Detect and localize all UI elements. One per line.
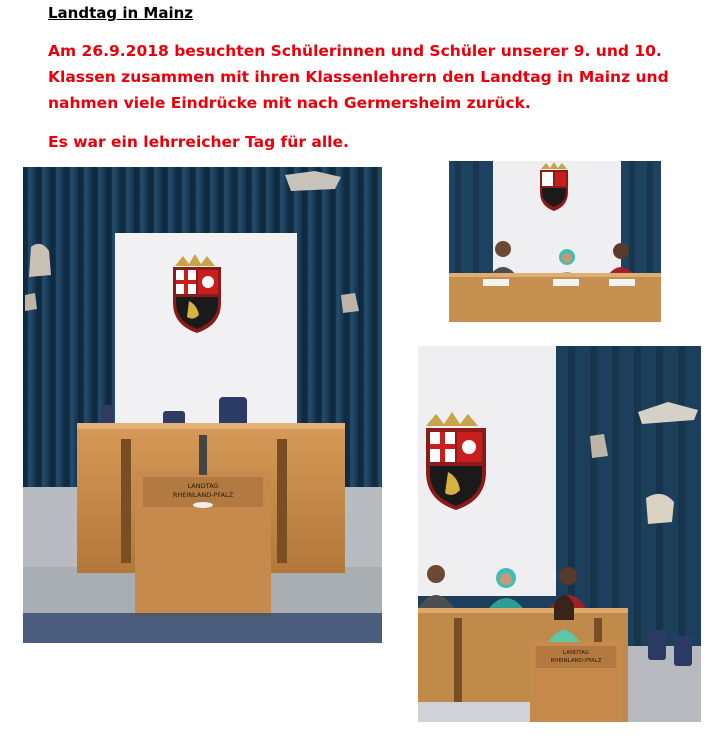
microphone xyxy=(199,435,207,475)
chair xyxy=(674,636,692,666)
name-card xyxy=(553,279,579,286)
name-card xyxy=(609,279,635,286)
coat-of-arms xyxy=(173,254,221,333)
photo-students-lectern xyxy=(418,346,701,722)
photo-students-panel xyxy=(449,161,661,322)
lectern-sign-line-2: RHEINLAND-PFALZ xyxy=(172,491,234,499)
wall-sculpture xyxy=(25,293,37,311)
closing-paragraph: Es war ein lehrreicher Tag für alle. xyxy=(48,133,349,151)
wall-sculpture xyxy=(646,494,674,524)
chair xyxy=(219,397,247,427)
photo-plenary-hall xyxy=(23,167,382,643)
name-card xyxy=(483,279,509,286)
lectern-sign-line-1: LANDTAG xyxy=(187,482,219,490)
lectern-sign-line-1: LANDTAG xyxy=(562,650,590,656)
page-heading: Landtag in Mainz xyxy=(48,4,193,22)
lectern-sign-line-2: RHEINLAND-PFALZ xyxy=(550,658,602,664)
intro-paragraph: Am 26.9.2018 besuchten Schülerinnen und Schüler unserer 9. und 10. Klassen zusammen mit ihren Klassenlehrern den Landtag in Mainz und nahmen viele Eindrücke mit nach Germersheim zurück. xyxy=(48,42,669,112)
chair xyxy=(648,630,666,660)
